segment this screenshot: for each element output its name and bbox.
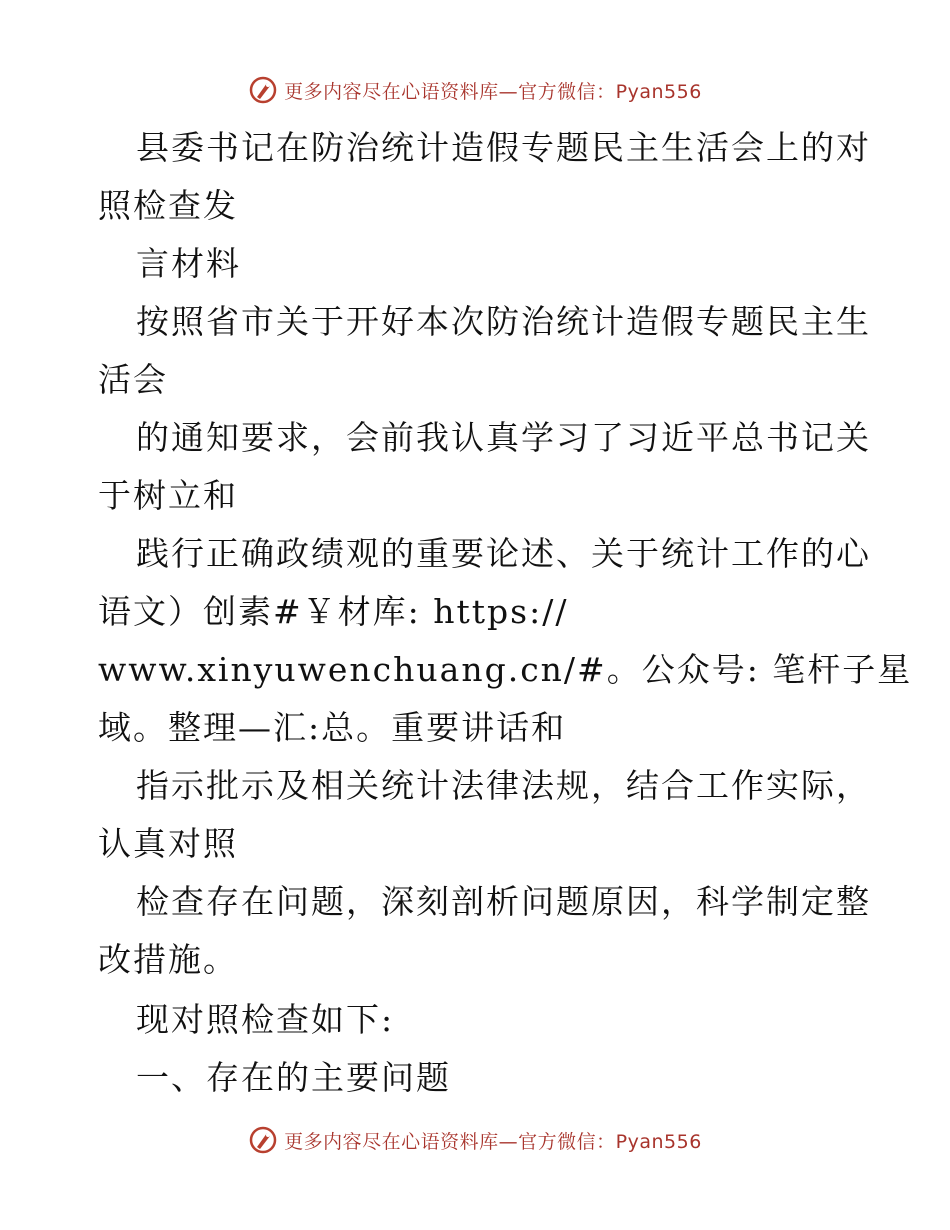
paragraph-line: 活会 bbox=[98, 360, 168, 399]
pen-nib-circle-icon bbox=[248, 1125, 278, 1155]
paragraph-line: 于树立和 bbox=[98, 476, 238, 515]
wechat-id: Pyan556 bbox=[615, 1130, 702, 1153]
title-line-2: 照检查发 bbox=[98, 186, 238, 225]
paragraph-line: 域。整理—汇:总。重要讲话和 bbox=[98, 708, 567, 747]
title-line-1: 县委书记在防治统计造假专题民主生活会上的对 bbox=[136, 128, 871, 167]
watermark-text: 更多内容尽在心语资料库—官方微信：Pyan556 bbox=[284, 1130, 702, 1153]
title-line-3: 言材料 bbox=[136, 244, 241, 283]
paragraph-line: 的通知要求，会前我认真学习了习近平总书记关 bbox=[136, 418, 871, 457]
paragraph-line: 指示批示及相关统计法律法规，结合工作实际， bbox=[136, 766, 871, 805]
url-line: www.xinyuwenchuang.cn/#。公众号: 笔杆子星 bbox=[98, 650, 913, 689]
wechat-id: Pyan556 bbox=[615, 80, 702, 103]
section-heading: 一、存在的主要问题 bbox=[136, 1058, 451, 1097]
paragraph-line: 检查存在问题，深刻剖析问题原因，科学制定整 bbox=[136, 882, 871, 921]
paragraph-line: 现对照检查如下: bbox=[136, 1000, 395, 1039]
paragraph-line: 改措施。 bbox=[98, 940, 238, 979]
paragraph-line: 践行正确政绩观的重要论述、关于统计工作的心 bbox=[136, 534, 871, 573]
paragraph-line: 认真对照 bbox=[98, 824, 238, 863]
paragraph-line: 按照省市关于开好本次防治统计造假专题民主生 bbox=[136, 302, 871, 341]
paragraph-line: 语文）创素#￥材库: https:// bbox=[98, 592, 569, 631]
watermark-text: 更多内容尽在心语资料库—官方微信：Pyan556 bbox=[284, 80, 702, 103]
footer-watermark bbox=[0, 1120, 950, 1160]
